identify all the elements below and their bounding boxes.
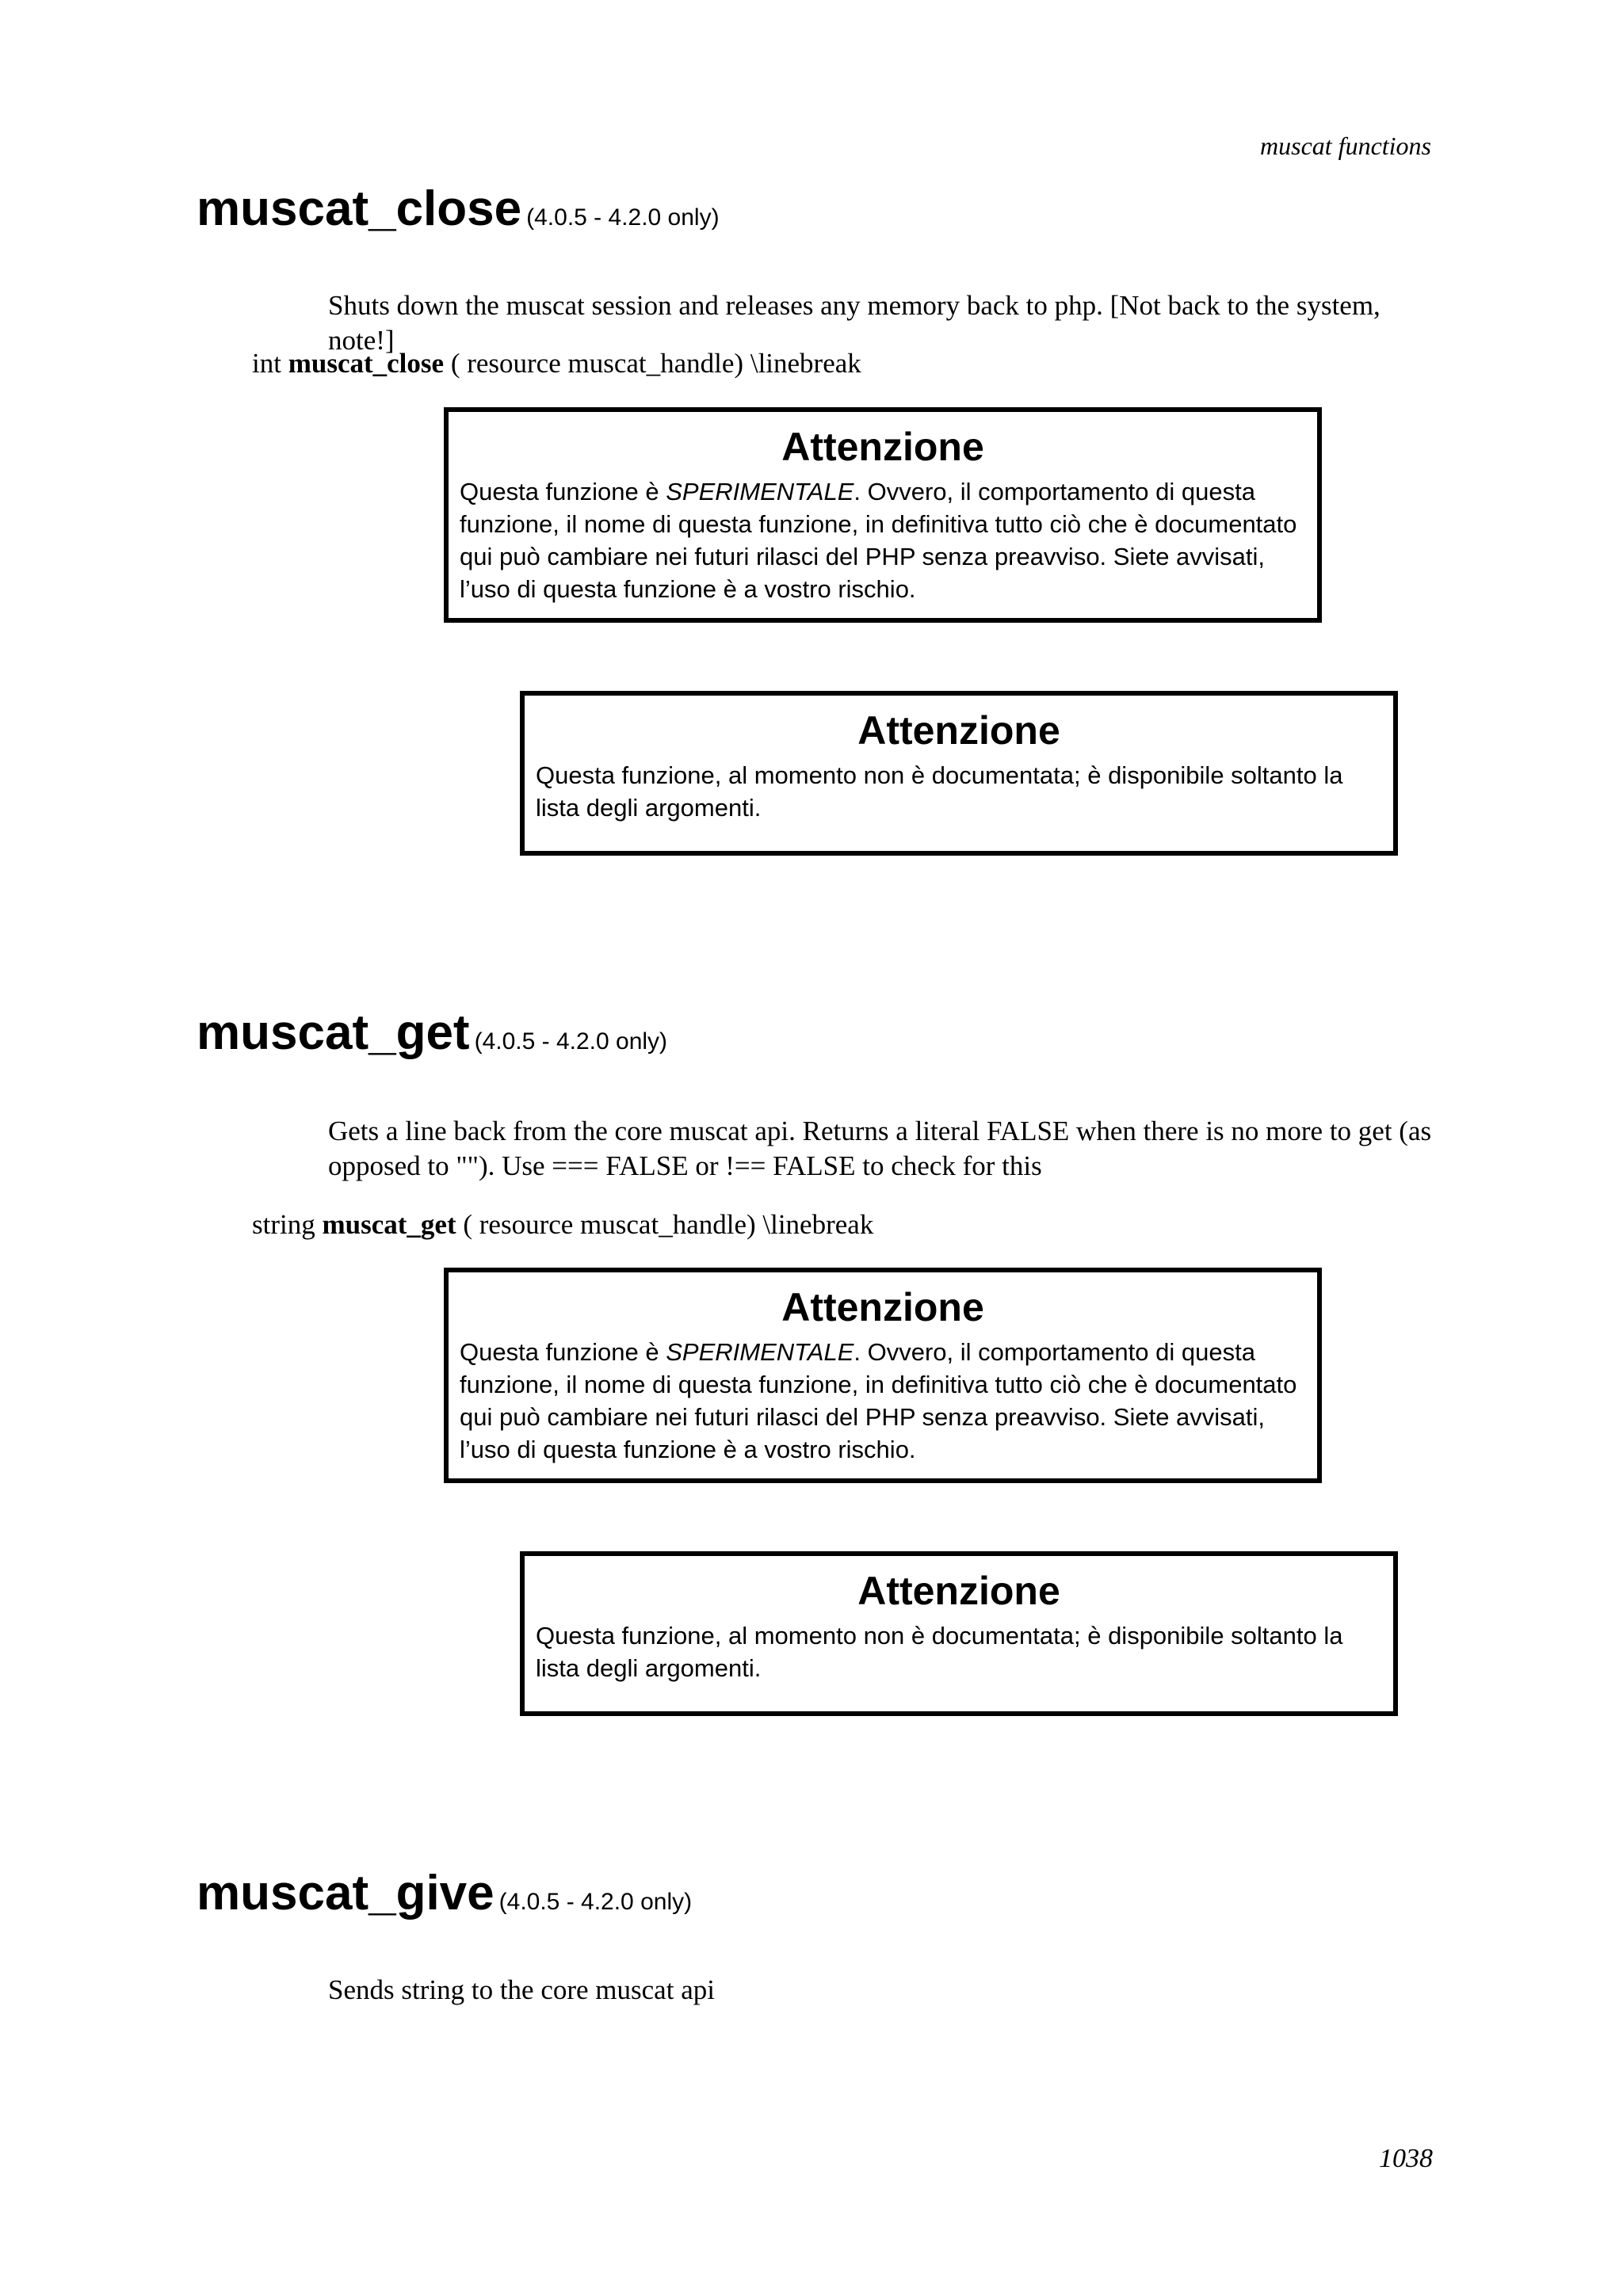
warning-title: Attenzione <box>781 425 984 469</box>
function-synopsis <box>252 346 861 381</box>
function-heading-muscat-give <box>197 1865 692 1921</box>
warning-text: Questa funzione è SPERIMENTALE. Ovvero, il comportamento di questa funzione, il nome di questa funzione, in definitiva tutto ciò che è documentato qui può cambiare nei futuri rilasci del PHP senza preavviso. Siete avvisati, l’uso di questa funzione è a vostro rischio. <box>460 478 1297 603</box>
function-description: Gets a line back from the core muscat api. Returns a literal FALSE when there is no more to get (as opposed to ""). Use === FALSE or !== FALSE to check for this <box>328 1116 1432 1181</box>
warning-emphasis: SPERIMENTALE <box>666 1338 854 1366</box>
undocumented-warning-box <box>520 691 1398 856</box>
warning-text: Questa funzione, al momento non è documentata; è disponibile soltanto la lista degli argomenti. <box>536 761 1343 822</box>
function-name: muscat_get <box>197 1005 470 1060</box>
function-synopsis <box>252 1207 873 1242</box>
synopsis-return-type: string <box>252 1209 315 1240</box>
warning-title: Attenzione <box>781 1285 984 1329</box>
warning-emphasis: SPERIMENTALE <box>666 478 854 505</box>
function-name: muscat_close <box>197 181 522 236</box>
function-version: (4.0.5 - 4.2.0 only) <box>526 204 720 231</box>
function-name: muscat_give <box>197 1866 495 1920</box>
synopsis-function-name: muscat_close <box>288 348 445 379</box>
undocumented-warning-box <box>520 1551 1398 1716</box>
function-version: (4.0.5 - 4.2.0 only) <box>498 1889 693 1915</box>
experimental-warning-box <box>444 407 1322 623</box>
warning-text: Questa funzione è SPERIMENTALE. Ovvero, il comportamento di questa funzione, il nome di questa funzione, in definitiva tutto ciò che è documentato qui può cambiare nei futuri rilasci del PHP senza preavviso. Siete avvisati, l’uso di questa funzione è a vostro rischio. <box>460 1338 1297 1463</box>
function-description: Sends string to the core muscat api <box>328 1974 715 2005</box>
function-heading-muscat-get <box>197 1005 667 1061</box>
function-description: Shuts down the muscat session and releases any memory back to php. [Not back to the system, note!] <box>328 290 1381 356</box>
synopsis-return-type: int <box>252 348 281 379</box>
warning-title: Attenzione <box>857 708 1060 753</box>
synopsis-function-name: muscat_get <box>322 1209 456 1240</box>
running-header: muscat functions <box>1260 132 1431 160</box>
page-number: 1038 <box>1379 2144 1433 2173</box>
warning-text: Questa funzione, al momento non è documentata; è disponibile soltanto la lista degli argomenti. <box>536 1622 1343 1682</box>
function-heading-muscat-close <box>197 181 720 237</box>
function-version: (4.0.5 - 4.2.0 only) <box>474 1028 668 1055</box>
synopsis-params: ( resource muscat_handle) \linebreak <box>450 348 861 379</box>
warning-title: Attenzione <box>857 1569 1060 1613</box>
experimental-warning-box <box>444 1268 1322 1483</box>
synopsis-params: ( resource muscat_handle) \linebreak <box>463 1209 874 1240</box>
